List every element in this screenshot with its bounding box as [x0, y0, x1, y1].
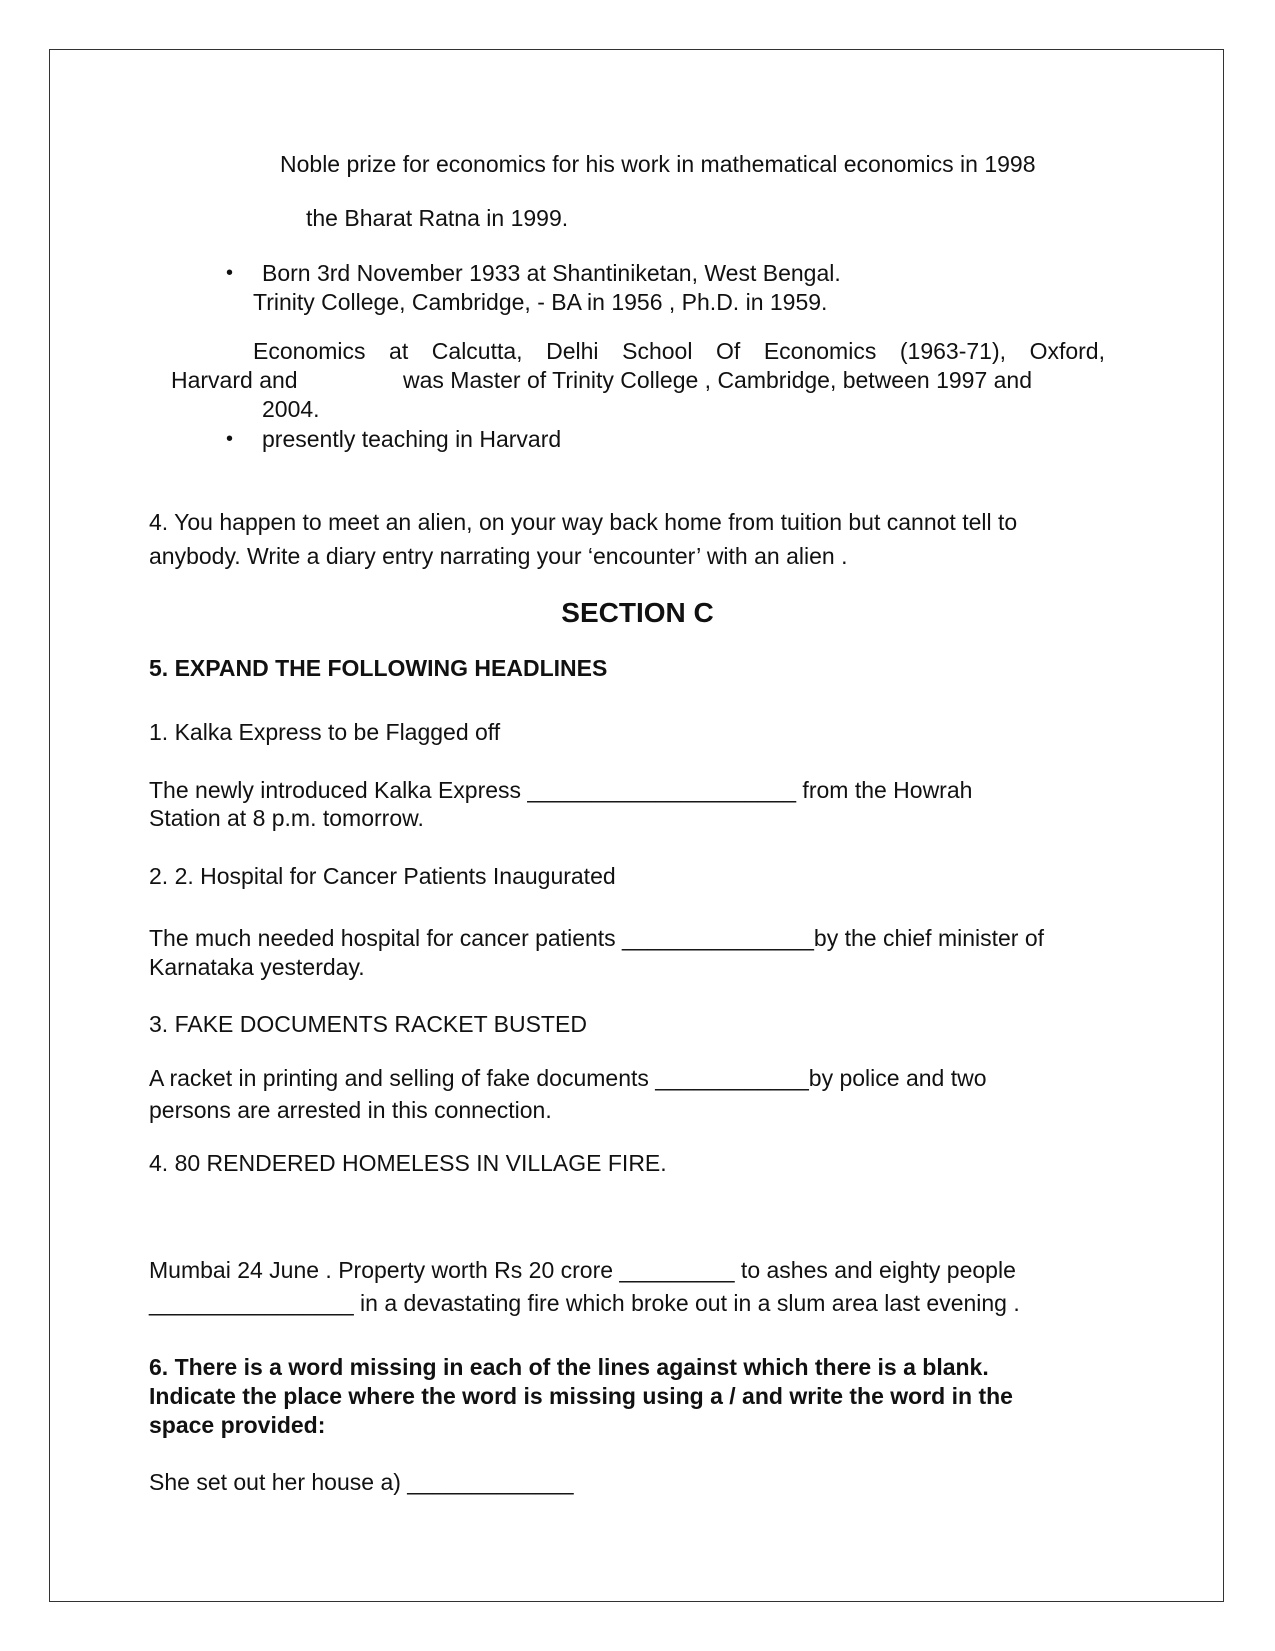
- bullet-icon: •: [226, 428, 234, 450]
- word: Economics: [253, 338, 366, 364]
- bharat-ratna-line: the Bharat Ratna in 1999.: [306, 205, 569, 231]
- word: Delhi: [546, 338, 599, 364]
- headline-4-line-1: Mumbai 24 June . Property worth Rs 20 crore _________ to ashes and eighty people: [149, 1257, 1016, 1283]
- q6-line-1: 6. There is a word missing in each of the lines against which there is a blank.: [149, 1354, 989, 1380]
- headline-4-line-2: ________________ in a devastating fire which broke out in a slum area last evening .: [149, 1290, 1020, 1316]
- q6-line-3: space provided:: [149, 1412, 326, 1438]
- q6-line-2: Indicate the place where the word is missing using a / and write the word in the: [149, 1383, 1013, 1409]
- headline-2: 2. 2. Hospital for Cancer Patients Inaugurated: [149, 863, 616, 889]
- headline-1: 1. Kalka Express to be Flagged off: [149, 719, 501, 745]
- q5-heading: 5. EXPAND THE FOLLOWING HEADLINES: [149, 655, 608, 681]
- word: Economics: [763, 338, 877, 364]
- headline-3-line-2: persons are arrested in this connection.: [149, 1097, 552, 1123]
- headline-1-line-1: The newly introduced Kalka Express _____________________ from the Howrah: [149, 777, 973, 803]
- q6-item-a: She set out her house a) _____________: [149, 1469, 574, 1495]
- headline-2-line-2: Karnataka yesterday.: [149, 954, 365, 980]
- headline-3: 3. FAKE DOCUMENTS RACKET BUSTED: [149, 1011, 587, 1037]
- word: Oxford,: [1029, 338, 1105, 364]
- headline-1-line-2: Station at 8 p.m. tomorrow.: [149, 805, 424, 831]
- harvard-and: Harvard and: [171, 367, 298, 393]
- nobel-line: Noble prize for economics for his work in mathematical economics in 1998: [280, 151, 1036, 177]
- q4-line-2: anybody. Write a diary entry narrating your ‘encounter’ with an alien .: [149, 543, 848, 569]
- headline-2-line-1: The much needed hospital for cancer patients _______________by the chief minister of: [149, 925, 1045, 951]
- headline-4: 4. 80 RENDERED HOMELESS IN VILLAGE FIRE.: [149, 1150, 667, 1176]
- economics-line: [253, 337, 1105, 365]
- word: Calcutta,: [431, 338, 523, 364]
- bullet-icon: •: [226, 262, 234, 284]
- word: (1963-71),: [899, 338, 1007, 364]
- q4-line-1: 4. You happen to meet an alien, on your way back home from tuition but cannot tell to: [149, 509, 1018, 535]
- section-c-heading: SECTION C: [561, 597, 714, 628]
- headline-3-line-1: A racket in printing and selling of fake documents ____________by police and two: [149, 1065, 987, 1091]
- born-line: Born 3rd November 1933 at Shantiniketan, West Bengal.: [262, 260, 841, 286]
- year-2004: 2004.: [262, 396, 320, 422]
- master-line: was Master of Trinity College , Cambridge, between 1997 and: [403, 367, 1032, 393]
- teaching-line: presently teaching in Harvard: [262, 426, 562, 452]
- word: at: [389, 338, 409, 364]
- trinity-line: Trinity College, Cambridge, - BA in 1956 , Ph.D. in 1959.: [253, 289, 828, 315]
- word: Of: [716, 338, 741, 364]
- word: School: [622, 338, 693, 364]
